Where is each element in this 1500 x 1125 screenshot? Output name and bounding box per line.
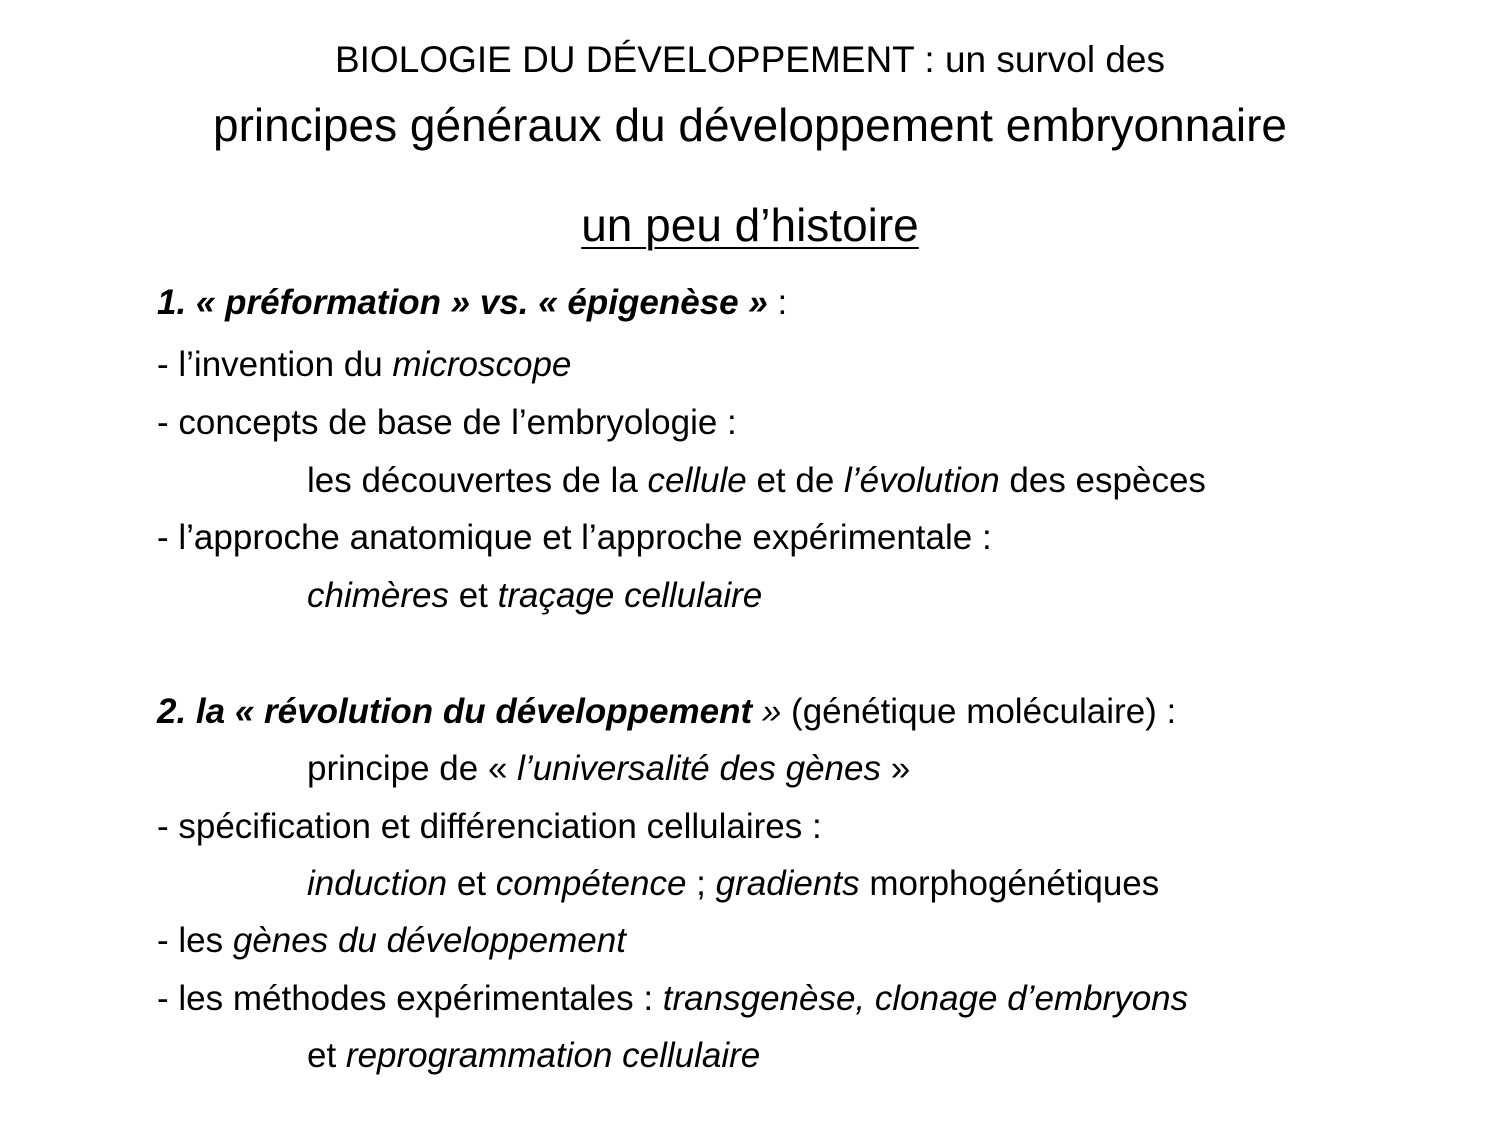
item-text: - spécification et différenciation cellulaires : [157,807,822,846]
section-2-item-methods-detail [307,1033,760,1079]
item-text: et de [746,461,845,500]
section-1-item-concepts-detail [307,458,1206,504]
item-emphasis: induction [307,864,448,903]
item-text: et [447,864,496,903]
item-text: - les méthodes expérimentales : [157,979,663,1018]
item-emphasis: l’évolution [844,461,1000,500]
section-2-heading [157,689,1176,735]
item-text: - l’invention du [157,345,393,384]
subtitle [0,196,1500,254]
title-line-2: principes généraux du développement embryonnaire [212,99,1287,151]
item-emphasis: chimères [307,576,449,615]
section-2-item-methods [157,976,1188,1022]
item-emphasis: gènes du développement [232,921,626,960]
item-emphasis: compétence [495,864,687,903]
section-2-heading-quote: » [752,692,782,731]
item-emphasis: traçage cellulaire [497,576,763,615]
section-1-item-microscope [157,342,571,388]
item-emphasis: l’universalité des gènes [517,749,881,788]
section-1-heading-emphasis: 1. « préformation » vs. « épigenèse » [157,283,768,322]
section-2-item-specification [157,804,822,850]
item-text: et [307,1036,346,1075]
section-1-item-approaches [157,515,992,561]
item-text: - concepts de base de l’embryologie : [157,403,737,442]
item-text: - l’approche anatomique et l’approche expérimentale : [157,518,992,557]
title-line-1: BIOLOGIE DU DÉVELOPPEMENT : un survol des [334,39,1166,80]
section-2-heading-detail [307,746,910,792]
section-1-item-approaches-detail [307,573,762,619]
section-1-heading-colon: : [767,283,788,322]
item-text: ; [686,864,716,903]
item-text: et [448,576,498,615]
item-emphasis: transgenèse, clonage d’embryons [662,979,1189,1018]
section-2-item-specification-detail [307,861,1159,907]
item-emphasis: gradients [715,864,860,903]
section-1-item-concepts [157,400,737,446]
item-text: - les [157,921,233,960]
section-2-heading-rest: (génétique moléculaire) : [781,692,1177,731]
item-text: principe de « [307,749,518,788]
section-2-heading-emphasis: 2. la « révolution du développement [157,692,753,731]
subtitle-text: un peu d’histoire [581,199,919,251]
section-1-heading [157,280,787,326]
item-text: » [880,749,911,788]
item-text: des espèces [999,461,1206,500]
item-emphasis: microscope [392,345,572,384]
item-emphasis: cellule [647,461,747,500]
item-emphasis: reprogrammation cellulaire [345,1036,761,1075]
section-2-item-genes [157,918,626,964]
item-text: morphogénétiques [859,864,1160,903]
item-text: les découvertes de la [307,461,648,500]
